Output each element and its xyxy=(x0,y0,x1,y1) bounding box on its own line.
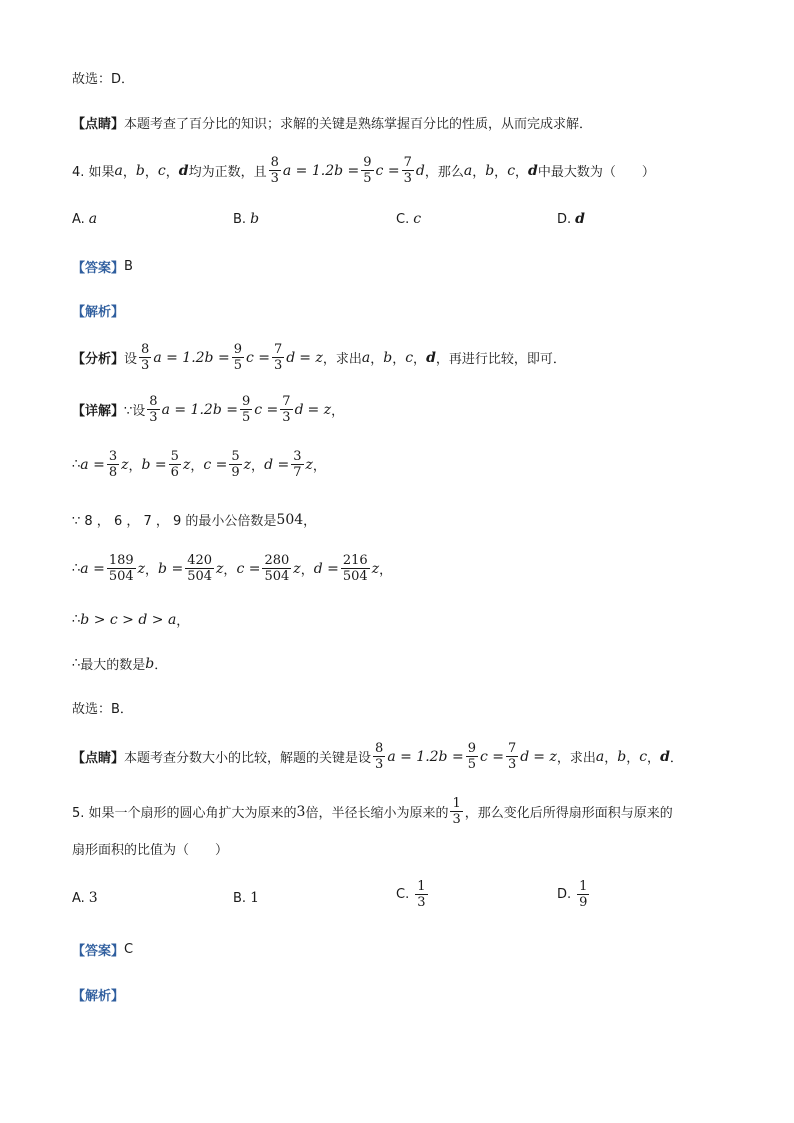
num: 1 xyxy=(579,879,588,894)
q4-prefix: 4. 如果 xyxy=(72,165,115,180)
num: 8 xyxy=(375,741,384,756)
sep: ， xyxy=(251,459,265,474)
remark-text: 本题考查分数大小的比较，解题的关键是设 xyxy=(124,751,372,766)
num: 3 xyxy=(108,449,118,464)
den: 3 xyxy=(270,171,279,186)
sep: ， xyxy=(472,165,486,180)
frac xyxy=(262,554,291,583)
q5-text: 倍，半径长缩小为原来的 xyxy=(305,806,449,821)
var-eq: b = xyxy=(141,456,167,473)
q4-option-c[interactable] xyxy=(396,211,421,227)
frac xyxy=(291,450,303,479)
q5-option-b[interactable] xyxy=(233,890,259,906)
eq-part: a = 1.2b = xyxy=(282,162,360,179)
den: 9 xyxy=(231,465,240,480)
sep: ， xyxy=(515,165,529,180)
frac-7-3 xyxy=(506,742,518,771)
num: 216 xyxy=(342,553,368,568)
option-label: D. xyxy=(557,211,572,227)
answer-tag: 【答案】 xyxy=(72,261,125,276)
sep: ， xyxy=(392,352,406,367)
den: 504 xyxy=(264,569,290,584)
option-value: d xyxy=(575,211,585,227)
answer-value: B xyxy=(124,259,133,274)
frac-7-3 xyxy=(402,156,414,185)
den: 3 xyxy=(508,757,517,772)
final-choice: 故选：B． xyxy=(72,702,133,717)
answer-value: C xyxy=(124,942,134,957)
q5-option-d[interactable] xyxy=(557,880,591,909)
eq-part: a = 1.2b = xyxy=(161,401,238,418)
option-value: 1 xyxy=(250,890,259,906)
var-c: c xyxy=(639,748,648,765)
q5-text: ，那么变化后所得扇形面积与原来的 xyxy=(464,806,673,821)
sep: ， xyxy=(494,165,508,180)
den: 5 xyxy=(467,757,476,772)
option-label: B. xyxy=(233,211,247,227)
sep: ， xyxy=(128,459,142,474)
q4-row-common: ∴ a = $\frac{189}{504}$ z ， b = $\frac{420}{504}$ z ， c = $\frac{280}{504}$ z ， d = $\frac{216}{504}$ z ， xyxy=(72,553,393,584)
q4-lcm xyxy=(72,510,316,529)
num: 7 xyxy=(403,155,412,170)
den: 3 xyxy=(417,895,426,910)
option-label: C. xyxy=(396,887,410,902)
den: 3 xyxy=(149,410,158,425)
den: 504 xyxy=(187,569,213,584)
q4-option-d[interactable] xyxy=(557,211,585,227)
var-d: d xyxy=(528,162,538,179)
num: 9 xyxy=(363,155,372,170)
num: 1 xyxy=(417,879,426,894)
q4-option-b[interactable] xyxy=(233,211,259,227)
num: 280 xyxy=(264,553,290,568)
q4-text3: 中最大数为（ ） xyxy=(537,165,655,180)
num: 8 xyxy=(141,342,150,357)
fenxi-text: ，求出 xyxy=(322,352,362,367)
option-label: C. xyxy=(396,211,410,227)
q4-final xyxy=(72,698,133,717)
q4-option-a[interactable] xyxy=(72,211,97,227)
var-b: b xyxy=(485,162,495,179)
num: 8 xyxy=(149,394,158,409)
remark-tag: 【点睛】 xyxy=(72,117,125,132)
den: 5 xyxy=(363,171,372,186)
sep: ， xyxy=(145,563,159,578)
answer-tag: 【答案】 xyxy=(72,944,125,959)
sep: ， xyxy=(303,514,317,529)
fenxi-text: ，再进行比较，即可． xyxy=(435,352,566,367)
var-eq: a = xyxy=(80,456,105,473)
den: 9 xyxy=(579,895,588,910)
q5-answer xyxy=(72,940,133,959)
q4-text1: 均为正数，且 xyxy=(188,165,267,180)
q5-stem-line2 xyxy=(72,839,228,858)
num: 9 xyxy=(233,342,242,357)
num: 8 xyxy=(270,155,279,170)
den: 3 xyxy=(403,171,412,186)
frac xyxy=(107,450,119,479)
q4-max: ∴ 最大的数是 b ． xyxy=(72,655,168,673)
den: 3 xyxy=(375,757,384,772)
num: 7 xyxy=(274,342,283,357)
num: 5 xyxy=(231,449,240,464)
therefore-symbol: ∴ xyxy=(72,561,81,576)
sep: ， xyxy=(190,459,204,474)
frac-8-3 xyxy=(373,742,385,771)
eq-part: a = 1.2b = xyxy=(387,748,464,765)
num: 420 xyxy=(187,553,213,568)
sep: ， xyxy=(370,352,384,367)
var-b: b xyxy=(617,748,627,765)
eq-part: c = xyxy=(479,748,505,765)
frac xyxy=(229,450,241,479)
frac-8-3 xyxy=(269,156,281,185)
option-value: c xyxy=(413,211,422,227)
eq-part: d xyxy=(520,748,530,765)
eq-part: d xyxy=(415,162,425,179)
sep: ， xyxy=(165,165,179,180)
q5-times: 3 xyxy=(296,803,306,820)
var-eq: d = xyxy=(264,456,290,473)
q4-fenxi xyxy=(72,343,566,372)
remark-text: 本题考查了百分比的知识；求解的关键是熟练掌握百分比的性质，从而完成求解． xyxy=(124,117,593,132)
q3-remark xyxy=(72,113,592,132)
because-text: ∵设 xyxy=(124,404,146,419)
therefore-symbol: ∴ xyxy=(72,612,81,627)
den: 3 xyxy=(274,358,283,373)
max-var: b xyxy=(145,655,155,672)
option-label: B. xyxy=(233,890,247,906)
den: 8 xyxy=(108,465,118,480)
var-eq: c = xyxy=(236,560,261,577)
num: 1 xyxy=(452,796,461,811)
sep: ， xyxy=(379,563,393,578)
den: 3 xyxy=(282,410,291,425)
q5-text: 扇形面积的比值为（ ） xyxy=(72,843,229,858)
sep: ， xyxy=(331,404,345,419)
var-d: d xyxy=(426,349,436,366)
eq-z: = z xyxy=(307,401,332,418)
var-c: c xyxy=(157,162,166,179)
sep: ， xyxy=(300,563,314,578)
lcm-value: 504 xyxy=(276,511,304,528)
frac xyxy=(577,880,589,909)
frac-7-3 xyxy=(280,395,292,424)
sep: ， xyxy=(413,352,427,367)
frac xyxy=(415,880,427,909)
var-c: c xyxy=(405,349,414,366)
frac-1-3 xyxy=(450,797,462,826)
sep: ， xyxy=(647,751,661,766)
num: 5 xyxy=(170,449,179,464)
q5-analysis-tag xyxy=(72,985,124,1004)
num: 9 xyxy=(467,741,476,756)
frac xyxy=(185,554,214,583)
den: 5 xyxy=(241,410,251,425)
q5-text: 5. 如果一个扇形的圆心角扩大为原来的 xyxy=(72,806,297,821)
eq-part: a = 1.2b = xyxy=(153,349,230,366)
den: 504 xyxy=(342,569,368,584)
fenxi-tag: 【分析】 xyxy=(72,352,125,367)
var-a: a xyxy=(361,349,371,366)
var-a: a xyxy=(114,162,123,179)
den: 7 xyxy=(293,465,302,480)
analysis-tag: 【解析】 xyxy=(72,305,125,320)
eq-part: c = xyxy=(254,401,279,418)
frac xyxy=(341,554,370,583)
frac-7-3 xyxy=(272,343,284,372)
den: 5 xyxy=(233,358,242,373)
sep: ， xyxy=(223,563,237,578)
remark-text: ，求出 xyxy=(556,751,596,766)
eq-z: = z xyxy=(299,349,323,366)
frac-9-5 xyxy=(361,156,373,185)
q4-analysis-tag xyxy=(72,301,124,320)
choice-text: 故选：D． xyxy=(72,72,135,87)
sep: ， xyxy=(626,751,640,766)
sep: ， xyxy=(312,459,326,474)
frac-8-3 xyxy=(139,343,151,372)
option-value: 3 xyxy=(88,890,98,906)
num: 7 xyxy=(508,741,517,756)
q4-stem xyxy=(72,156,655,185)
sep: ， xyxy=(604,751,618,766)
frac xyxy=(169,450,181,479)
q4-answer xyxy=(72,257,133,276)
den: 3 xyxy=(452,812,461,827)
frac-9-5 xyxy=(232,343,244,372)
var-d: d xyxy=(660,748,670,765)
var-c: c xyxy=(507,162,516,179)
choice-line-d xyxy=(72,68,134,87)
frac xyxy=(107,554,136,583)
var-b: b xyxy=(383,349,393,366)
den: 504 xyxy=(108,569,134,584)
var-eq: a = xyxy=(80,560,105,577)
analysis-tag: 【解析】 xyxy=(72,989,125,1004)
option-value: a xyxy=(88,211,98,227)
sep: ， xyxy=(176,614,190,629)
var-eq: c = xyxy=(203,456,228,473)
frac-9-5 xyxy=(240,395,252,424)
eq-part: d xyxy=(286,349,296,366)
option-label: A. xyxy=(72,211,85,227)
sep: ， xyxy=(144,165,158,180)
option-label: D. xyxy=(557,887,572,902)
num: 9 xyxy=(241,394,251,409)
q4-order xyxy=(72,610,189,629)
lcm-text: ∵ 8 ， 6 ， 7 ， 9 的最小公倍数是 xyxy=(72,514,277,529)
eq-part: c = xyxy=(245,349,271,366)
eq-part: d xyxy=(294,401,304,418)
num: 3 xyxy=(293,449,302,464)
q5-option-a[interactable] xyxy=(72,890,98,906)
remark-tag: 【点睛】 xyxy=(72,751,125,766)
q4-row-fractions: ∴ a = $\frac{3}{8}$ z ， b = $\frac{5}{6}$ z ， c = $\frac{5}{9}$ z ， d = $\frac{3}{7}$ z ， xyxy=(72,449,326,480)
den: 6 xyxy=(170,465,179,480)
sep: ， xyxy=(122,165,136,180)
order-expression: b > c > d > a xyxy=(80,611,177,628)
var-eq: d = xyxy=(313,560,339,577)
num: 189 xyxy=(108,553,134,568)
option-value: b xyxy=(250,211,260,227)
frac-8-3 xyxy=(147,395,159,424)
xiangjie-tag: 【详解】 xyxy=(72,404,125,419)
var-d: d xyxy=(178,162,189,179)
option-label: A. xyxy=(72,890,85,906)
num: 7 xyxy=(282,394,291,409)
therefore-symbol: ∴ xyxy=(72,457,81,472)
var-eq: b = xyxy=(158,560,184,577)
q4-remark: 【点睛】 本题考查分数大小的比较，解题的关键是设 $\frac{8}{3}$ a = 1.2b = $\frac{9}{5}$ c = $\frac{7}{3}$ d = z ，求出 a ， b ， c ， d ． xyxy=(72,741,683,772)
fenxi-text: 设 xyxy=(124,352,138,367)
q5-stem-line1 xyxy=(72,797,673,826)
var-a: a xyxy=(595,748,605,765)
q4-xiangjie xyxy=(72,395,344,424)
eq-z: = z xyxy=(533,748,557,765)
q5-option-c[interactable] xyxy=(396,880,430,909)
den: 3 xyxy=(141,358,150,373)
therefore-symbol: ∴ xyxy=(72,656,81,671)
frac-9-5 xyxy=(466,742,478,771)
var-a: a xyxy=(463,162,473,179)
q4-text2: ，那么 xyxy=(424,165,464,180)
max-text: 最大的数是 xyxy=(80,658,146,673)
eq-part: c = xyxy=(375,162,400,179)
var-b: b xyxy=(135,162,145,179)
